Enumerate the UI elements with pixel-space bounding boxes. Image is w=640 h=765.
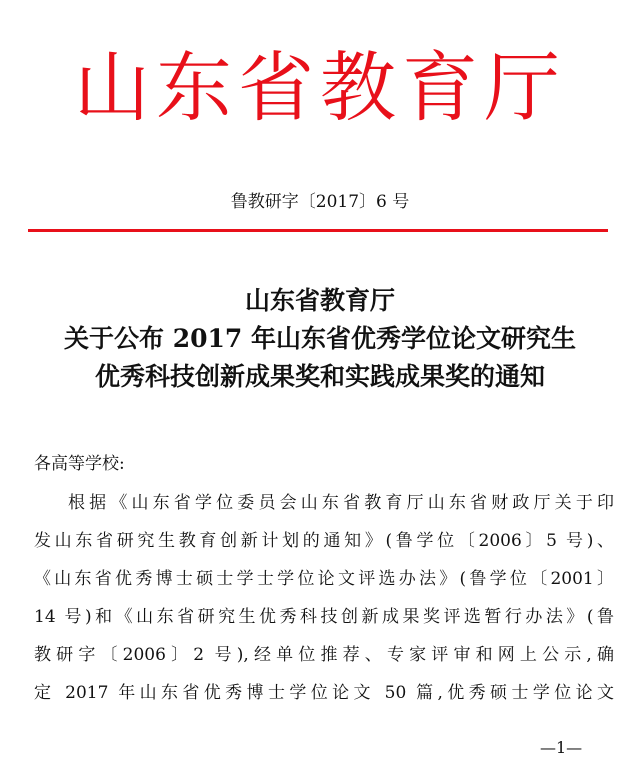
notice-title — [0, 282, 640, 396]
body-line-2: 发山东省研究生教育创新计划的通知》(鲁学位〔2006〕5 号)、 — [34, 531, 614, 551]
page-number: —1— — [540, 738, 583, 757]
body-line-4: 14 号)和《山东省研究生优秀科技创新成果奖评选暂行办法》(鲁 — [34, 607, 614, 627]
salutation: 各高等学校: — [34, 454, 125, 474]
body-line-1: 根据《山东省学位委员会山东省教育厅山东省财政厅关于印 — [68, 493, 614, 513]
body-line-6: 定 2017 年山东省优秀博士学位论文 50 篇,优秀硕士学位论文 — [34, 683, 614, 703]
red-divider-line — [28, 229, 608, 232]
title-line-1: 山东省教育厅 — [244, 286, 395, 315]
title-line-3: 优秀科技创新成果奖和实践成果奖的通知 — [94, 362, 545, 391]
body-line-3: 《山东省优秀博士硕士学士学位论文评选办法》(鲁学位〔2001〕 — [34, 569, 614, 589]
document-number: 鲁教研字〔2017〕6 号 — [230, 192, 410, 212]
title-line-2: 关于公布 2017 年山东省优秀学位论文研究生 — [64, 324, 576, 353]
body-paragraph — [34, 484, 614, 712]
issuer-masthead: 山东省教育厅 — [74, 43, 566, 132]
body-line-5: 教研字〔2006〕2 号),经单位推荐、专家评审和网上公示,确 — [34, 645, 614, 665]
